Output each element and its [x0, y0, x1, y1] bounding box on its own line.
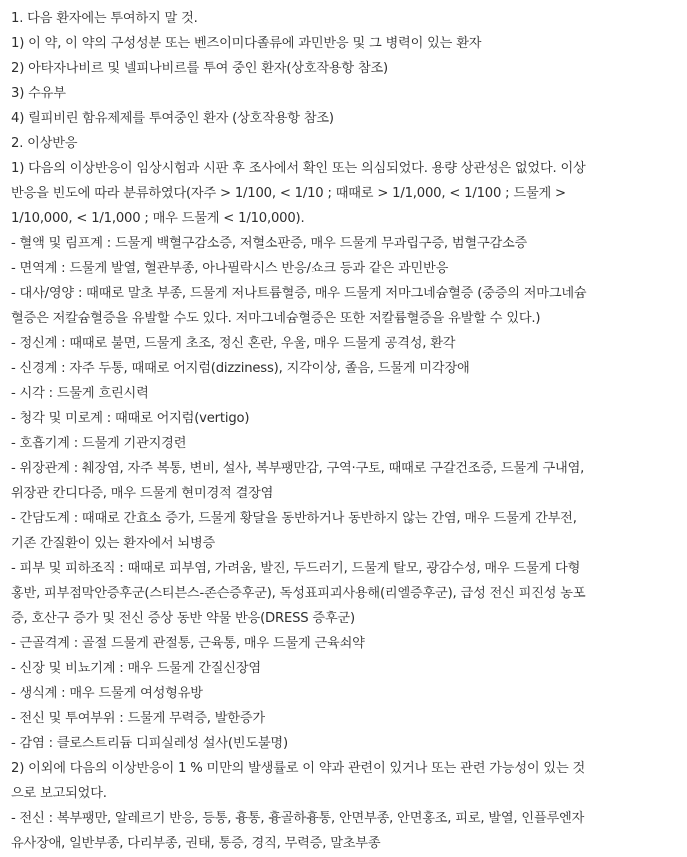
section-1-heading: 1. 다음 환자에는 투여하지 말 것.: [11, 11, 198, 26]
contraindication-item-1: 1) 이 약, 이 약의 구성성분 또는 벤즈이미다졸류에 과민반응 및 그 병력이 있는 환자: [11, 36, 482, 51]
additional-adverse-intro: 2) 이외에 다음의 이상반응이 1 % 미만의 발생률로 이 약과 관련이 있거나 또는 관련 가능성이 있는 것: [11, 761, 586, 776]
contraindication-item-2: 2) 아타자나비르 및 넬피나비르를 투여 중인 환자(상호작용항 참조): [11, 61, 388, 76]
adverse-item-renal: - 신장 및 비뇨기계 : 매우 드물게 간질신장염: [11, 661, 261, 676]
contraindication-item-4: 4) 릴피비린 함유제제를 투여중인 환자 (상호작용항 참조): [11, 111, 334, 126]
adverse-item-eye: - 시각 : 드물게 흐린시력: [11, 386, 149, 401]
adverse-item-skin: - 피부 및 피하조직 : 때때로 피부염, 가려움, 발진, 두드러기, 드물게 탈모, 광감수성, 매우 드물게 다형: [11, 561, 581, 576]
adverse-item-skin-cont-1: 홍반, 피부점막안증후군(스티븐스-존슨증후군), 독성표피괴사용해(리엘증후군), 급성 전신 피진성 농포: [11, 586, 586, 601]
adverse-item-psychiatric: - 정신계 : 때때로 불면, 드물게 초조, 정신 혼란, 우울, 매우 드물게 공격성, 환각: [11, 336, 456, 351]
additional-adverse-intro-cont: 으로 보고되었다.: [11, 786, 107, 801]
adverse-item-hepato-cont: 기존 간질환이 있는 환자에서 뇌병증: [11, 536, 216, 551]
adverse-intro-line-2: 반응을 빈도에 따라 분류하였다(자주 > 1/100, < 1/10 ; 때때로 > 1/1,000, < 1/100 ; 드물게 >: [11, 186, 566, 201]
additional-item-systemic-cont: 유사장애, 일반부종, 다리부종, 권태, 통증, 경직, 무력증, 말초부종: [11, 836, 381, 851]
adverse-item-general: - 전신 및 투여부위 : 드물게 무력증, 발한증가: [11, 711, 265, 726]
adverse-intro-line-3: 1/10,000, < 1/1,000 ; 매우 드물게 < 1/10,000).: [11, 211, 305, 226]
adverse-item-reproductive: - 생식계 : 매우 드물게 여성형유방: [11, 686, 203, 701]
document-body: [11, 6, 683, 856]
adverse-item-nervous: - 신경계 : 자주 두통, 때때로 어지럼(dizziness), 지각이상, 졸음, 드물게 미각장애: [11, 361, 470, 376]
adverse-item-blood: - 혈액 및 림프계 : 드물게 백혈구감소증, 저혈소판증, 매우 드물게 무과립구증, 범혈구감소증: [11, 236, 528, 251]
adverse-item-gastro: - 위장관계 : 췌장염, 자주 복통, 변비, 설사, 복부팽만감, 구역·구토, 때때로 구갈건조증, 드물게 구내염,: [11, 461, 585, 476]
adverse-item-respiratory: - 호흡기계 : 드물게 기관지경련: [11, 436, 187, 451]
contraindication-item-3: 3) 수유부: [11, 86, 66, 101]
adverse-item-gastro-cont: 위장관 칸디다증, 매우 드물게 현미경적 결장염: [11, 486, 274, 501]
adverse-item-hepato: - 간담도계 : 때때로 간효소 증가, 드물게 황달을 동반하거나 동반하지 않는 간염, 매우 드물게 간부전,: [11, 511, 577, 526]
adverse-item-infection: - 감염 : 클로스트리듐 디피실레성 설사(빈도불명): [11, 736, 288, 751]
section-2-heading: 2. 이상반응: [11, 136, 78, 151]
adverse-item-metabolism: - 대사/영양 : 때때로 말초 부종, 드물게 저나트륨혈증, 매우 드물게 저마그네슘혈증 (중증의 저마그네슘: [11, 286, 587, 301]
adverse-item-skin-cont-2: 증, 호산구 증가 및 전신 증상 동반 약물 반응(DRESS 증후군): [11, 611, 355, 626]
additional-item-systemic: - 전신 : 복부팽만, 알레르기 반응, 등통, 흉통, 흉골하흉통, 안면부종, 안면홍조, 피로, 발열, 인플루엔자: [11, 811, 585, 826]
adverse-item-musculoskeletal: - 근골격계 : 골절 드물게 관절통, 근육통, 매우 드물게 근육쇠약: [11, 636, 365, 651]
adverse-item-immune: - 면역계 : 드물게 발열, 혈관부종, 아나필락시스 반응/쇼크 등과 같은 과민반응: [11, 261, 449, 276]
adverse-item-metabolism-cont: 혈증은 저칼슘혈증을 유발할 수도 있다. 저마그네슘혈증은 또한 저칼륨혈증을 유발할 수 있다.): [11, 311, 541, 326]
adverse-intro-line-1: 1) 다음의 이상반응이 임상시험과 시판 후 조사에서 확인 또는 의심되었다. 용량 상관성은 없었다. 이상: [11, 161, 586, 176]
adverse-item-ear: - 청각 및 미로계 : 때때로 어지럼(vertigo): [11, 411, 250, 426]
